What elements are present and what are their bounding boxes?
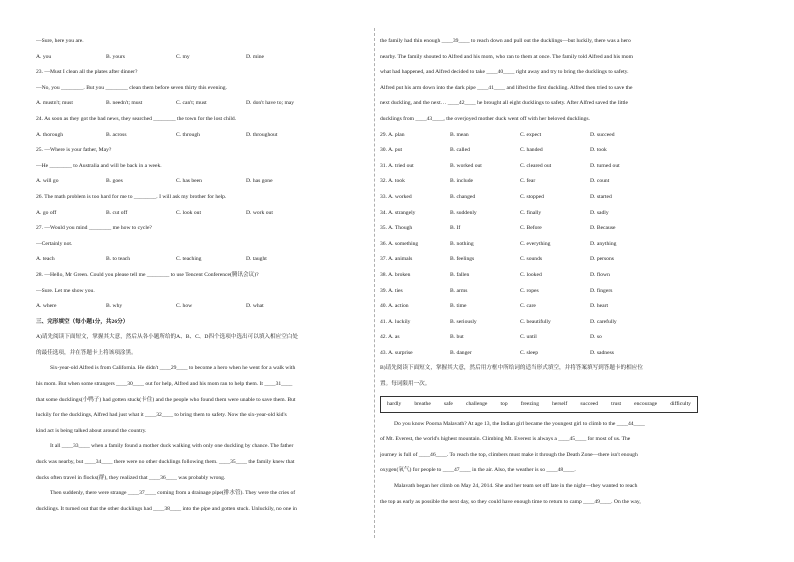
instruction-line: 置。每词限用一次。 <box>380 381 431 388</box>
option: D. has gone <box>246 178 273 185</box>
option: C. stopped <box>520 193 544 200</box>
passage-line: Do you know Poorna Malavath? At age 13, the Indian girl became the youngest girl to climb to the ____44____ <box>394 420 645 427</box>
option: C. look out <box>176 209 202 216</box>
text-line: —No, you ________. But you ________ clean them before seven thirty this evening. <box>36 84 227 91</box>
options-41 <box>380 315 710 331</box>
option: D. carefully <box>590 318 617 325</box>
options-42 <box>380 330 710 346</box>
option: D. started <box>590 193 612 200</box>
option: D. anything <box>590 240 617 247</box>
question-24: 24. As soon as they got the bad news, they searched ________ the town for the lost child. <box>36 115 237 122</box>
right-column <box>380 34 710 510</box>
text-line: —He ________ to Australia and will be back in a week. <box>36 162 162 169</box>
options-36 <box>380 237 710 253</box>
question-26: 26. The math problem is too hard for me to ________. I will ask my brother for help. <box>36 193 227 200</box>
option: A. mustn't; must <box>36 100 73 107</box>
option: B. time <box>450 303 467 310</box>
word-bank-item: breathe <box>414 400 431 407</box>
question-23: 23. —Must I clean all the plates after dinner? <box>36 69 138 76</box>
option: B. called <box>450 147 470 154</box>
option: C. ropes <box>520 287 539 294</box>
options-33 <box>380 190 710 206</box>
option: 41. A. luckily <box>380 318 411 325</box>
option: 30. A. put <box>380 147 403 154</box>
options-35 <box>380 221 710 237</box>
option: A. will go <box>36 178 59 185</box>
options-37 <box>380 252 710 268</box>
passage-line: the family had thin enough ____39____ to reach down and pull out the ducklings—but luckily, there was a hero <box>380 38 631 44</box>
option: D. don't have to; may <box>246 100 295 107</box>
option: A. go off <box>36 209 57 216</box>
passage-line: his mom. But when some strangers ____30____ out for help, Alfred and his mom ran to help them. It ____31____ <box>36 381 293 388</box>
word-bank-item: succeed <box>580 400 599 407</box>
option: C. expect <box>520 131 542 138</box>
passage-line: It all ____33____ when a family found a mother duck walking with only one duckling by chance. The father <box>50 443 294 450</box>
option: 32. A. took <box>380 178 405 185</box>
passage-line: Malavath began her climb on May 24, 2014. She and her team set off late in the night—they wanted to reach <box>394 483 638 490</box>
option: C. teaching <box>176 256 202 263</box>
option: C. can't; must <box>176 100 207 107</box>
option: D. so <box>590 334 602 341</box>
option: B. arms <box>450 287 468 294</box>
option: 36. A. something <box>380 240 419 247</box>
options-38 <box>380 268 710 284</box>
option: C. finally <box>520 209 542 216</box>
option: B. fallen <box>450 271 470 278</box>
option: 38. A. broken <box>380 271 411 278</box>
options-23 <box>36 96 366 112</box>
question-28: 28. —Hello, Mr Green. Could you please tell me ________ to use Tencent Conference(腾讯会议)? <box>36 271 259 278</box>
passage-line: ducklings. It turned out that the other ducklings had ____38____ into the pipe and gotten stuck. Unluckily, no one in <box>36 505 297 512</box>
passage-line: that some ducklings(小鸭子) had gotten stuck(卡住) and the people who found them were unable to save them. But <box>36 396 296 403</box>
column-divider <box>374 28 375 538</box>
option: 39. A. ties <box>380 287 403 294</box>
passage-line: what had happened, and Alfred decided to take ____40____ right away and try to bring the ducklings to safety. <box>380 69 629 76</box>
option: D. mine <box>246 53 265 60</box>
options-26 <box>36 206 366 222</box>
passage-line: journey is full of ____46____. To reach the top, climbers must make it through the Death Zone—there isn't enough <box>380 451 638 458</box>
option: C. sounds <box>520 256 543 263</box>
left-column <box>36 34 366 517</box>
text-line: —Sure, here you are. <box>36 38 84 44</box>
instruction-line: B)请先阅读下面短文，掌握其大意，然后用方框中所给词的适当形式填空，并将答案填写到答题卡的相应位 <box>380 365 643 372</box>
passage-line: luckily for the ducklings, Alfred had just what it ____32____ to bring them to safety. Now the six-year-old kid's <box>36 412 287 419</box>
word-bank-item: difficulty <box>670 400 691 407</box>
option: C. Before <box>520 225 542 232</box>
option: B. to teach <box>106 256 131 263</box>
passage-line: kind act is being talked about around the country. <box>36 427 147 434</box>
option: B. needn't; must <box>106 100 143 107</box>
option: C. handed <box>520 147 543 154</box>
passage-line: oxygen(氧气) for people to ____47____ in the air. Also, the weather is so ____48____. <box>380 467 576 474</box>
instruction-line: A)请先阅读下面短文，掌握其大意，然后从各小题所给的A、B、C、D四个选项中选出可以填入相应空白处 <box>36 334 298 341</box>
option: 31. A. tried out <box>380 162 414 169</box>
option: C. until <box>520 334 537 341</box>
option: D. sadness <box>590 349 614 356</box>
word-bank-item: encourage <box>634 400 658 407</box>
option: C. my <box>176 53 190 60</box>
option: D. heart <box>590 303 609 310</box>
options-32 <box>380 174 710 190</box>
option: B. but <box>450 334 464 341</box>
options-22 <box>36 50 366 66</box>
option: B. include <box>450 178 473 185</box>
option: B. seriously <box>450 318 477 325</box>
option: B. changed <box>450 193 476 200</box>
option: C. cleared out <box>520 162 552 169</box>
word-bank-item: challenge <box>465 400 488 407</box>
option: D. sadly <box>590 209 609 216</box>
option: C. sleep <box>520 349 539 356</box>
options-24 <box>36 128 366 144</box>
passage-line: ducklings from ____43____, the overjoyed mother duck went off with her beloved ducklings. <box>380 115 590 122</box>
option: D. throughout <box>246 131 278 138</box>
option: 29. A. plan <box>380 131 405 138</box>
option: A. where <box>36 303 57 310</box>
word-bank-box <box>380 396 698 413</box>
option: D. what <box>246 303 264 310</box>
option: B. nothing <box>450 240 474 247</box>
option: C. looked <box>520 271 542 278</box>
option: B. suddenly <box>450 209 477 216</box>
option: C. beautifully <box>520 318 551 325</box>
option: B. cut off <box>106 209 128 216</box>
passage-line: Then suddenly, there were strange ____37____ coming from a drainage pipe(排水管). They were the cries of <box>50 490 296 497</box>
passage-line: Alfred put his arm down into the dark pipe ____41____ and lifted the first duckling. Alfred then tried to save the <box>380 84 633 91</box>
options-28 <box>36 299 366 315</box>
options-29 <box>380 128 710 144</box>
option: A. you <box>36 53 52 60</box>
option: C. fear <box>520 178 536 185</box>
option: D. flown <box>590 271 610 278</box>
question-27: 27. —Would you mind ________ me how to cycle? <box>36 225 152 232</box>
option: C. through <box>176 131 200 138</box>
option: D. succeed <box>590 131 615 138</box>
option: D. turned out <box>590 162 620 169</box>
passage-line: ducks often travel in flocks(群), they realized that ____36____ was probably wrong. <box>36 474 226 481</box>
word-bank-item: trust <box>611 400 622 407</box>
options-40 <box>380 299 710 315</box>
option: A. thorough <box>36 131 64 138</box>
instruction-line: 的最佳选项，并在答题卡上将该项涂黑。 <box>36 349 137 356</box>
option: B. danger <box>450 349 472 356</box>
option: D. work out <box>246 209 273 216</box>
option: B. mean <box>450 131 469 138</box>
option: B. yours <box>106 53 125 60</box>
options-27 <box>36 252 366 268</box>
options-31 <box>380 159 710 175</box>
options-25 <box>36 174 366 190</box>
option: 37. A. animals <box>380 256 413 263</box>
passage-line: of Mt. Everest, the world's highest mountain. Climbing Mt. Everest is always a ____45____ for most of us. The <box>380 436 631 443</box>
option: B. goes <box>106 178 123 185</box>
option: B. across <box>106 131 127 138</box>
section-heading: 三、完形填空（每小题1分，共26分） <box>36 318 129 325</box>
text-line: —Certainly not. <box>36 240 73 247</box>
option: 34. A. strangely <box>380 209 416 216</box>
option: 33. A. worked <box>380 193 412 200</box>
options-30 <box>380 143 710 159</box>
passage-line: next duckling, and the next… ____42____ he brought all eight ducklings to safety. After Alfred saved the little <box>380 100 629 107</box>
options-39 <box>380 284 710 300</box>
word-bank-item: freezing <box>520 400 540 407</box>
option: D. took <box>590 147 607 154</box>
option: D. count <box>590 178 610 185</box>
option: B. If <box>450 225 461 232</box>
word-bank-item: hardly <box>387 400 402 407</box>
option: 43. A. surprise <box>380 349 413 356</box>
option: D. taught <box>246 256 267 263</box>
options-43 <box>380 346 710 362</box>
option: C. care <box>520 303 536 310</box>
option: A. teach <box>36 256 55 263</box>
word-bank-item: top <box>500 400 508 407</box>
option: 40. A. action <box>380 303 409 310</box>
option: C. everything <box>520 240 551 247</box>
option: B. why <box>106 303 123 310</box>
option: D. persons <box>590 256 614 263</box>
options-34 <box>380 206 710 222</box>
option: B. feelings <box>450 256 475 263</box>
option: C. how <box>176 303 193 310</box>
option: 42. A. as <box>380 334 400 341</box>
option: C. has been <box>176 178 202 185</box>
question-25: 25. —Where is your father, May? <box>36 147 112 154</box>
word-bank-item: safe <box>443 400 453 407</box>
option: B. worked out <box>450 162 482 169</box>
passage-line: duck was nearby, but ____34____ there were no other ducklings following them. ____35____ the family knew that <box>36 459 295 466</box>
passage-line: the top as early as possible the next day, so they could have enough time to return to camp ____49____. On the way, <box>380 498 641 505</box>
passage-line: Six-year-old Alfred is from California. He didn't ____29____ to become a hero when he went for a walk with <box>50 365 296 372</box>
option: D. Because <box>590 225 616 232</box>
option: D. fingers <box>590 287 613 294</box>
option: 35. A. Though <box>380 225 413 232</box>
passage-line: nearby. The family shouted to Alfred and his mom, who ran to them at once. The family told Alfred and his mom <box>380 53 633 60</box>
word-bank-item: herself <box>552 400 568 407</box>
text-line: —Sure. Let me show you. <box>36 287 95 294</box>
